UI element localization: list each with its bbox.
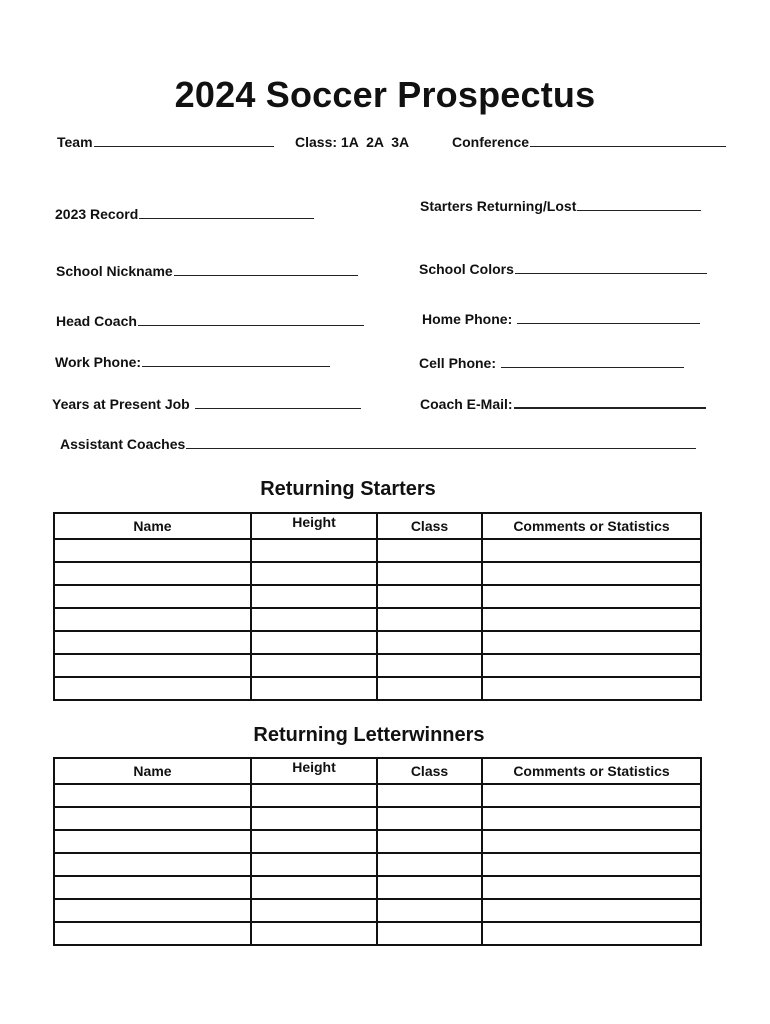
letterwinners-section-title: Returning Letterwinners xyxy=(253,724,485,746)
header-class: Class xyxy=(377,758,482,784)
letterwinners-cell-name[interactable] xyxy=(54,922,251,945)
letterwinners-cell-name[interactable] xyxy=(54,830,251,853)
starters-cell-class[interactable] xyxy=(377,562,482,585)
letterwinners-row xyxy=(54,830,701,853)
cell-phone-label: Cell Phone: xyxy=(419,355,497,371)
head-coach-input-line[interactable] xyxy=(138,313,364,326)
starters-cell-comments[interactable] xyxy=(482,585,701,608)
letterwinners-row xyxy=(54,899,701,922)
letterwinners-cell-name[interactable] xyxy=(54,807,251,830)
starters-row xyxy=(54,631,701,654)
starters-row xyxy=(54,539,701,562)
letterwinners-cell-name[interactable] xyxy=(54,784,251,807)
letterwinners-table xyxy=(53,757,702,946)
letterwinners-cell-name[interactable] xyxy=(54,853,251,876)
head-coach-label: Head Coach xyxy=(56,313,137,329)
letterwinners-cell-comments[interactable] xyxy=(482,807,701,830)
work-phone-input-line[interactable] xyxy=(142,354,330,367)
class-label: Class: 1A 2A 3A xyxy=(295,134,410,150)
starters-cell-height[interactable] xyxy=(251,539,377,562)
years-field xyxy=(52,396,361,412)
record-field xyxy=(55,206,314,222)
letterwinners-cell-comments[interactable] xyxy=(482,899,701,922)
starters-cell-height[interactable] xyxy=(251,562,377,585)
starters-header-row xyxy=(54,513,701,539)
starters-cell-comments[interactable] xyxy=(482,539,701,562)
starters-cell-comments[interactable] xyxy=(482,631,701,654)
work-phone-label: Work Phone: xyxy=(55,354,142,370)
starters-cell-comments[interactable] xyxy=(482,608,701,631)
letterwinners-cell-class[interactable] xyxy=(377,853,482,876)
letterwinners-cell-comments[interactable] xyxy=(482,853,701,876)
letterwinners-row xyxy=(54,922,701,945)
letterwinners-cell-class[interactable] xyxy=(377,876,482,899)
starters-cell-name[interactable] xyxy=(54,539,251,562)
letterwinners-row xyxy=(54,853,701,876)
cell-phone-input-line[interactable] xyxy=(501,355,684,368)
cell-phone-field xyxy=(419,355,684,371)
starters-cell-class[interactable] xyxy=(377,631,482,654)
starters-cell-class[interactable] xyxy=(377,677,482,700)
starters-cell-comments[interactable] xyxy=(482,677,701,700)
colors-input-line[interactable] xyxy=(515,261,707,274)
colors-field xyxy=(419,261,707,277)
letterwinners-header-row xyxy=(54,758,701,784)
years-input-line[interactable] xyxy=(195,396,361,409)
letterwinners-cell-height[interactable] xyxy=(251,876,377,899)
starters-cell-class[interactable] xyxy=(377,654,482,677)
assistants-label: Assistant Coaches xyxy=(60,436,186,452)
conference-field xyxy=(452,134,726,150)
starters-cell-height[interactable] xyxy=(251,585,377,608)
nickname-input-line[interactable] xyxy=(174,263,358,276)
years-label: Years at Present Job xyxy=(52,396,190,412)
letterwinners-cell-height[interactable] xyxy=(251,784,377,807)
letterwinners-cell-comments[interactable] xyxy=(482,830,701,853)
team-input-line[interactable] xyxy=(94,134,274,147)
class-field xyxy=(295,134,409,150)
starters-cell-height[interactable] xyxy=(251,608,377,631)
header-height: Height xyxy=(251,758,377,784)
letterwinners-cell-comments[interactable] xyxy=(482,922,701,945)
letterwinners-cell-class[interactable] xyxy=(377,807,482,830)
work-phone-field xyxy=(55,354,330,370)
starters-cell-name[interactable] xyxy=(54,631,251,654)
letterwinners-cell-class[interactable] xyxy=(377,899,482,922)
email-label: Coach E-Mail: xyxy=(420,396,513,412)
letterwinners-cell-height[interactable] xyxy=(251,853,377,876)
starters-cell-name[interactable] xyxy=(54,677,251,700)
starters-section-title: Returning Starters xyxy=(260,478,436,500)
assistants-input-line[interactable] xyxy=(186,436,696,449)
starters-table xyxy=(53,512,702,701)
starters-cell-class[interactable] xyxy=(377,608,482,631)
starters-cell-class[interactable] xyxy=(377,539,482,562)
starters-cell-height[interactable] xyxy=(251,654,377,677)
starters-field xyxy=(420,198,701,214)
starters-cell-name[interactable] xyxy=(54,585,251,608)
letterwinners-cell-height[interactable] xyxy=(251,899,377,922)
letterwinners-row xyxy=(54,807,701,830)
colors-label: School Colors xyxy=(419,261,514,277)
home-phone-field xyxy=(422,311,700,327)
starters-cell-height[interactable] xyxy=(251,631,377,654)
conference-input-line[interactable] xyxy=(530,134,726,147)
letterwinners-cell-name[interactable] xyxy=(54,899,251,922)
letterwinners-cell-name[interactable] xyxy=(54,876,251,899)
header-name: Name xyxy=(54,758,251,784)
record-label: 2023 Record xyxy=(55,206,139,222)
starters-row xyxy=(54,562,701,585)
letterwinners-cell-height[interactable] xyxy=(251,830,377,853)
home-phone-input-line[interactable] xyxy=(517,311,700,324)
letterwinners-cell-comments[interactable] xyxy=(482,876,701,899)
starters-row xyxy=(54,585,701,608)
page-title: 2024 Soccer Prospectus xyxy=(174,74,596,115)
home-phone-label: Home Phone: xyxy=(422,311,513,327)
letterwinners-row xyxy=(54,784,701,807)
starters-cell-comments[interactable] xyxy=(482,562,701,585)
letterwinners-row xyxy=(54,876,701,899)
letterwinners-cell-class[interactable] xyxy=(377,784,482,807)
team-label: Team xyxy=(57,134,93,150)
assistants-field xyxy=(60,436,696,452)
letterwinners-cell-height[interactable] xyxy=(251,922,377,945)
starters-row xyxy=(54,654,701,677)
starters-cell-comments[interactable] xyxy=(482,654,701,677)
head-coach-field xyxy=(56,313,364,329)
letterwinners-cell-height[interactable] xyxy=(251,807,377,830)
letterwinners-cell-class[interactable] xyxy=(377,830,482,853)
starters-cell-name[interactable] xyxy=(54,654,251,677)
nickname-field xyxy=(56,263,358,279)
record-input-line[interactable] xyxy=(139,206,314,219)
header-height: Height xyxy=(251,513,377,539)
nickname-label: School Nickname xyxy=(56,263,173,279)
header-name: Name xyxy=(54,513,251,539)
starters-cell-class[interactable] xyxy=(377,585,482,608)
email-input-line[interactable] xyxy=(514,395,706,409)
email-field xyxy=(420,395,706,412)
starters-cell-name[interactable] xyxy=(54,562,251,585)
starters-label: Starters Returning/Lost xyxy=(420,198,577,214)
conference-label: Conference xyxy=(452,134,530,150)
header-comments: Comments or Statistics xyxy=(482,513,701,539)
starters-row xyxy=(54,608,701,631)
starters-cell-height[interactable] xyxy=(251,677,377,700)
letterwinners-cell-comments[interactable] xyxy=(482,784,701,807)
starters-cell-name[interactable] xyxy=(54,608,251,631)
starters-input-line[interactable] xyxy=(577,198,701,211)
header-class: Class xyxy=(377,513,482,539)
team-field xyxy=(57,134,274,150)
header-comments: Comments or Statistics xyxy=(482,758,701,784)
starters-row xyxy=(54,677,701,700)
letterwinners-cell-class[interactable] xyxy=(377,922,482,945)
